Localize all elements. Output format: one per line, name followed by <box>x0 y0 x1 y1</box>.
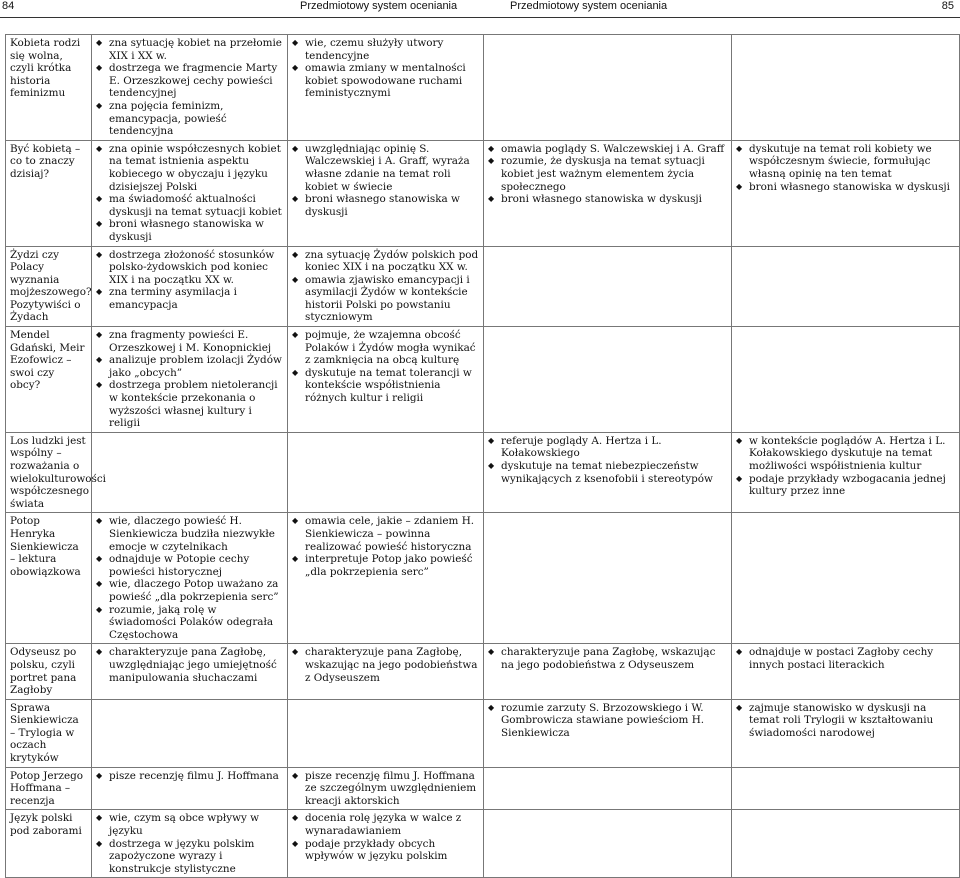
table-row <box>6 140 960 246</box>
requirements-cell-c4 <box>732 327 960 433</box>
table-row <box>6 432 960 513</box>
requirement-item: ◆ charakteryzuje pana Zagłobę, wskazując na jego podobieństwa z Odyseuszem <box>292 646 479 684</box>
topic-text: Język polski pod zaborami <box>10 812 82 838</box>
requirement-item: ◆ dyskutuje na temat roli kobiety we współczesnym świecie, formułując własną opinię na ten temat <box>736 143 955 181</box>
requirement-item: ◆ omawia zjawisko emancypacji i asymilacji Żydów w kontekście historii Polski po powstaniu styczniowym <box>292 274 479 324</box>
requirements-cell-c1 <box>92 699 288 767</box>
requirements-list <box>488 435 727 485</box>
requirements-cell-c2 <box>288 327 484 433</box>
requirements-cell-c2 <box>288 246 484 327</box>
requirements-cell-c2 <box>288 644 484 699</box>
requirement-item: ◆ broni własnego stanowiska w dyskusji <box>292 193 479 218</box>
requirements-list <box>96 37 283 138</box>
requirement-item: ◆ dostrzega problem nietolerancji w kontekście przekonania o wyższości własnej kultury i religii <box>96 379 283 429</box>
topic-text: Odyseusz po polsku, czyli portret pana Zagłoby <box>10 646 77 697</box>
requirements-list <box>96 515 283 641</box>
requirements-list <box>292 249 479 325</box>
requirement-item: ◆ dyskutuje na temat niebezpieczeństw wynikających z ksenofobii i stereotypów <box>488 460 727 485</box>
requirement-item: ◆ podaje przykłady obcych wpływów w języku polskim <box>292 838 479 863</box>
requirement-item: ◆ rozumie, że dyskusja na temat sytuacji kobiet jest ważnym elementem życia społecznego <box>488 155 727 193</box>
topic-cell <box>6 644 92 699</box>
requirements-cell-c1 <box>92 644 288 699</box>
requirements-cell-c2 <box>288 810 484 878</box>
requirement-item: ◆ interpretuje Potop jako powieść „dla pokrzepienia serc” <box>292 553 479 578</box>
requirement-item: ◆ broni własnego stanowiska w dyskusji <box>96 218 283 243</box>
requirements-cell-c1 <box>92 432 288 513</box>
requirements-cell-c1 <box>92 327 288 433</box>
requirement-item: ◆ dostrzega złożoność stosunków polsko-żydowskich pod koniec XIX i na początku XX w. <box>96 249 283 287</box>
requirements-list <box>96 770 283 783</box>
requirements-cell-c1 <box>92 513 288 644</box>
table-row <box>6 327 960 433</box>
requirements-list <box>736 702 955 740</box>
requirement-item: ◆ referuje poglądy A. Hertza i L. Kołakowskiego <box>488 435 727 460</box>
requirement-item: ◆ zna pojęcia feminizm, emancypacja, powieść tendencyjna <box>96 100 283 138</box>
topic-cell <box>6 432 106 513</box>
requirements-cell-c3 <box>484 246 732 327</box>
requirement-item: ◆ zajmuje stanowisko w dyskusji na temat roli Trylogii w kształtowaniu świadomości narodowej <box>736 702 955 740</box>
topic-cell <box>6 513 92 644</box>
topic-text: Mendel Gdański, Meir Ezofowicz – swoi czy obcy? <box>10 329 85 392</box>
requirements-list <box>292 646 479 684</box>
requirements-cell-c4 <box>732 767 960 810</box>
topic-text: Potop Henryka Sienkiewicza – lektura obowiązkowa <box>10 515 81 578</box>
requirements-cell-c3 <box>484 35 732 141</box>
requirement-item: ◆ wie, czym są obce wpływy w języku <box>96 812 283 837</box>
requirement-item: ◆ zna sytuację Żydów polskich pod koniec XIX i na początku XX w. <box>292 249 479 274</box>
requirements-list <box>736 646 955 671</box>
requirement-item: ◆ broni własnego stanowiska w dyskusji <box>736 181 955 194</box>
page-number-left: 84 <box>2 0 15 12</box>
topic-cell <box>6 699 92 767</box>
requirements-cell-c1 <box>92 35 288 141</box>
requirement-item: ◆ docenia rolę języka w walce z wynaradawianiem <box>292 812 479 837</box>
requirements-cell-c2 <box>288 699 484 767</box>
grading-table <box>5 34 960 878</box>
topic-cell <box>6 327 92 433</box>
requirements-cell-c1 <box>92 767 288 810</box>
topic-cell <box>6 140 92 246</box>
requirement-item: ◆ dostrzega w języku polskim zapożyczone wyrazy i konstrukcje stylistyczne <box>96 838 283 876</box>
requirements-cell-c2 <box>288 513 484 644</box>
running-title-right: Przedmiotowy system oceniania <box>510 0 668 12</box>
requirement-item: ◆ rozumie zarzuty S. Brzozowskiego i W. Gombrowicza stawiane powieściom H. Sienkiewicza <box>488 702 727 740</box>
topic-text: Kobieta rodzi się wolna, czyli krótka historia feminizmu <box>10 37 81 100</box>
requirements-cell-c4 <box>732 432 960 513</box>
requirements-list <box>736 435 955 498</box>
requirement-item: ◆ wie, czemu służyły utwory tendencyjne <box>292 37 479 62</box>
requirement-item: ◆ rozumie, jaką rolę w świadomości Polaków odegrała Częstochowa <box>96 604 283 642</box>
requirements-cell-c4 <box>732 810 960 878</box>
requirement-item: ◆ podaje przykłady wzbogacania jednej kultury przez inne <box>736 473 955 498</box>
requirement-item: ◆ zna fragmenty powieści E. Orzeszkowej i M. Konopnickiej <box>96 329 283 354</box>
requirement-item: ◆ zna sytuację kobiet na przełomie XIX i XX w. <box>96 37 283 62</box>
requirements-cell-c2 <box>288 140 484 246</box>
requirement-item: ◆ charakteryzuje pana Zagłobę, uwzględniając jego umiejętność manipulowania słuchaczami <box>96 646 283 684</box>
requirements-list <box>96 812 283 875</box>
requirement-item: ◆ dyskutuje na temat tolerancji w kontekście współistnienia różnych kultur i religii <box>292 367 479 405</box>
table-row <box>6 810 960 878</box>
topic-cell <box>6 767 92 810</box>
requirement-item: ◆ dostrzega we fragmencie Marty E. Orzeszkowej cechy powieści tendencyjnej <box>96 62 283 100</box>
requirement-item: ◆ omawia poglądy S. Walczewskiej i A. Graff <box>488 143 727 156</box>
requirement-item: ◆ zna terminy asymilacja i emancypacja <box>96 286 283 311</box>
requirements-list <box>96 249 283 312</box>
requirements-list <box>292 329 479 405</box>
table-row <box>6 644 960 699</box>
requirements-cell-c4 <box>732 35 960 141</box>
topic-text: Los ludzki jest wspólny – rozważania o wielokulturowości współczesnego świata <box>10 434 106 510</box>
requirement-item: ◆ wie, dlaczego powieść H. Sienkiewicza budziła niezwykłe emocje w czytelnikach <box>96 515 283 553</box>
requirements-cell-c4 <box>732 644 960 699</box>
requirements-list <box>292 143 479 219</box>
topic-cell <box>6 246 92 327</box>
topic-cell <box>6 810 92 878</box>
topic-text: Żydzi czy Polacy wyznania mojżeszowego? Pozytywiści o Żydach <box>10 248 92 324</box>
requirements-list <box>292 37 479 100</box>
requirement-item: ◆ pojmuje, że wzajemna obcość Polaków i Żydów mogła wynikać z zamknięcia na obcą kulturę <box>292 329 479 367</box>
requirements-cell-c3 <box>484 513 732 644</box>
requirements-cell-c3 <box>484 432 732 513</box>
requirements-list <box>96 329 283 430</box>
table-row <box>6 767 960 810</box>
table-row <box>6 35 960 141</box>
requirement-item: ◆ odnajduje w postaci Zagłoby cechy innych postaci literackich <box>736 646 955 671</box>
requirements-list <box>488 143 727 206</box>
requirement-item: ◆ wie, dlaczego Potop uważano za powieść „dla pokrzepienia serc” <box>96 578 283 603</box>
requirements-cell-c3 <box>484 767 732 810</box>
requirements-cell-c3 <box>484 644 732 699</box>
requirements-list <box>736 143 955 193</box>
topic-text: Potop Jerzego Hoffmana – recenzja <box>10 769 84 807</box>
requirements-list <box>292 515 479 578</box>
requirements-list <box>96 646 283 684</box>
requirements-list <box>488 702 727 740</box>
requirements-cell-c2 <box>288 767 484 810</box>
requirements-list <box>292 770 479 808</box>
requirements-cell-c3 <box>484 810 732 878</box>
requirements-cell-c4 <box>732 699 960 767</box>
running-title-left: Przedmiotowy system oceniania <box>300 0 458 12</box>
requirement-item: ◆ w kontekście poglądów A. Hertza i L. Kołakowskiego dyskutuje na temat możliwości współistnienia kultur <box>736 435 955 473</box>
requirements-cell-c3 <box>484 699 732 767</box>
requirement-item: ◆ analizuje problem izolacji Żydów jako „obcych” <box>96 354 283 379</box>
requirements-cell-c1 <box>92 246 288 327</box>
requirement-item: ◆ odnajduje w Potopie cechy powieści historycznej <box>96 553 283 578</box>
requirements-list <box>488 646 727 671</box>
page-number-right: 85 <box>941 0 954 12</box>
requirement-item: ◆ omawia cele, jakie – zdaniem H. Sienkiewicza – powinna realizować powieść historyczna <box>292 515 479 553</box>
requirements-cell-c1 <box>92 140 288 246</box>
requirement-item: ◆ broni własnego stanowiska w dyskusji <box>488 193 727 206</box>
requirements-cell-c4 <box>732 246 960 327</box>
requirements-list <box>292 812 479 862</box>
table-row <box>6 513 960 644</box>
requirement-item: ◆ charakteryzuje pana Zagłobę, wskazując na jego podobieństwa z Odyseuszem <box>488 646 727 671</box>
requirements-cell-c3 <box>484 140 732 246</box>
topic-text: Sprawa Sienkiewicza – Trylogia w oczach krytyków <box>10 701 79 765</box>
topic-cell <box>6 35 92 141</box>
requirements-list <box>96 143 283 244</box>
topic-text: Być kobietą – co to znaczy dzisiaj? <box>10 142 81 180</box>
header-rule <box>0 17 960 18</box>
requirement-item: ◆ uwzględniając opinię S. Walczewskiej i A. Graff, wyraża własne zdanie na temat roli kobiet w świecie <box>292 143 479 193</box>
requirements-cell-c2 <box>288 432 484 513</box>
requirement-item: ◆ zna opinie współczesnych kobiet na temat istnienia aspektu kobiecego w obyczaju i języku dzisiejszej Polski <box>96 143 283 193</box>
requirements-cell-c4 <box>732 140 960 246</box>
requirement-item: ◆ pisze recenzję filmu J. Hoffmana ze szczególnym uwzględnieniem kreacji aktorskich <box>292 770 479 808</box>
requirements-cell-c4 <box>732 513 960 644</box>
requirements-cell-c3 <box>484 327 732 433</box>
requirement-item: ◆ pisze recenzję filmu J. Hoffmana <box>96 770 283 783</box>
table-row <box>6 246 960 327</box>
requirement-item: ◆ omawia zmiany w mentalności kobiet spowodowane ruchami feministycznymi <box>292 62 479 100</box>
table-row <box>6 699 960 767</box>
requirements-cell-c2 <box>288 35 484 141</box>
requirements-cell-c1 <box>92 810 288 878</box>
requirement-item: ◆ ma świadomość aktualności dyskusji na temat sytuacji kobiet <box>96 193 283 218</box>
